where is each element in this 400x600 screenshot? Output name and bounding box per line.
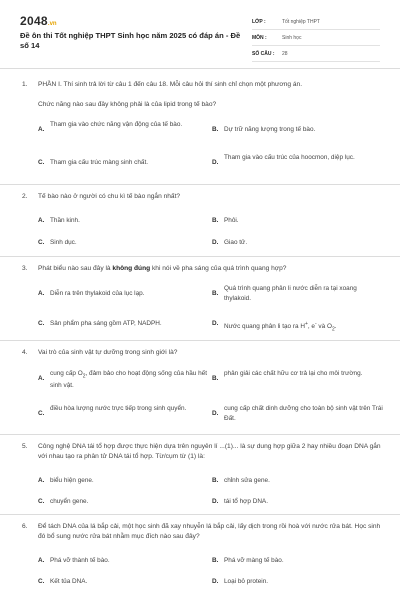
question-text xyxy=(22,442,382,462)
option-letter: D. xyxy=(212,578,219,585)
option-b[interactable] xyxy=(212,216,382,226)
option-text: tái tổ hợp DNA. xyxy=(224,498,268,505)
meta-label: SỐ CÂU : xyxy=(252,50,275,57)
superscript-plus: + xyxy=(304,321,308,327)
option-letter: C. xyxy=(38,159,45,166)
option-letter: C. xyxy=(38,320,45,327)
question-number: 2. xyxy=(22,193,28,200)
question-text xyxy=(22,522,382,542)
option-b[interactable] xyxy=(212,369,382,389)
option-text: Tham gia vào cấu trúc của hoocmon, diệp lục. xyxy=(224,154,355,161)
stem-text: Phát biểu nào sau đây là xyxy=(38,265,113,272)
meta-row-subject xyxy=(252,30,380,46)
meta-value: 28 xyxy=(282,50,288,57)
option-text-part: cung cấp O xyxy=(50,370,83,377)
logo-domain: .vn xyxy=(47,21,57,27)
option-d[interactable] xyxy=(212,497,382,507)
option-letter: A. xyxy=(38,557,45,564)
question-text xyxy=(22,264,382,274)
option-c[interactable] xyxy=(38,404,208,424)
option-text: Loại bỏ protein. xyxy=(224,578,269,585)
question-number: 1. xyxy=(22,81,28,88)
question-text xyxy=(22,80,382,90)
option-letter: B. xyxy=(212,557,219,564)
option-letter: C. xyxy=(38,578,45,585)
option-c[interactable] xyxy=(38,497,208,507)
option-c[interactable] xyxy=(38,238,208,248)
option-text: Phôi. xyxy=(224,217,239,224)
question-stem: Công nghệ DNA tái tổ hợp được thực hiện dựa trên nguyên lí ...(1)... là sự dung hợp giữa 2 hay nhiều đoạn DNA gắn với nhau tạo ra phân tử DNA tái tổ hợp. Từ/cụm từ (1) là: xyxy=(38,443,381,460)
header-divider xyxy=(0,68,400,69)
meta-label: LỚP : xyxy=(252,18,266,25)
option-text: Tham gia vào chức năng vận động của tế bào. xyxy=(50,121,183,128)
option-d[interactable] xyxy=(212,153,382,173)
question-number: 6. xyxy=(22,523,28,530)
option-text: chuyển gene. xyxy=(50,498,89,505)
option-letter: A. xyxy=(38,290,45,297)
logo-text: 2048 xyxy=(20,14,48,28)
option-text: Quá trình quang phân li nước diễn ra tại xoang thylakoid. xyxy=(224,285,357,302)
meta-label: MÔN : xyxy=(252,34,267,41)
option-a[interactable] xyxy=(38,369,208,389)
option-text: cung cấp chất dinh dưỡng cho toàn bộ sinh vật trên Trái Đất. xyxy=(224,405,383,422)
option-letter: D. xyxy=(212,498,219,505)
question-stem: Vai trò của sinh vật tự dưỡng trong sinh giới là? xyxy=(38,349,178,356)
question-divider xyxy=(0,514,400,515)
option-letter: D. xyxy=(212,320,219,327)
option-text: chỉnh sửa gene. xyxy=(224,477,270,484)
question-stem xyxy=(38,264,382,274)
option-text: điều hòa lượng nước trực tiếp trong sinh quyển. xyxy=(50,405,187,412)
header xyxy=(0,0,400,62)
option-letter: A. xyxy=(38,126,45,133)
option-a[interactable] xyxy=(38,476,208,486)
option-text-part: . xyxy=(334,323,337,331)
superscript-minus: - xyxy=(314,321,317,327)
question-stem: Tế bào nào ở người có chu kì tế bào ngắn nhất? xyxy=(38,193,181,200)
option-letter: D. xyxy=(212,159,219,166)
meta-row-class xyxy=(252,14,380,30)
option-text-part: và O xyxy=(316,323,332,331)
question-stem: Chức năng nào sau đây không phải là của lipid trong tế bào? xyxy=(38,101,217,108)
option-c[interactable] xyxy=(38,319,208,329)
question-divider xyxy=(0,434,400,435)
option-b[interactable] xyxy=(212,120,382,140)
option-d[interactable] xyxy=(212,404,382,424)
option-d[interactable] xyxy=(212,319,382,333)
option-b[interactable] xyxy=(212,556,382,566)
meta-table xyxy=(252,14,380,62)
option-letter: B. xyxy=(212,477,219,484)
option-text: Kết tủa DNA. xyxy=(50,578,88,585)
subscript-2: 2 xyxy=(331,326,335,333)
option-a[interactable] xyxy=(38,120,208,140)
page-title: Đề ôn thi Tốt nghiệp THPT Sinh học năm 2025 có đáp án - Đề số 14 xyxy=(20,31,241,50)
option-text: Phá vỡ màng tế bào. xyxy=(224,557,284,564)
subscript-2: 2 xyxy=(82,373,86,380)
option-b[interactable] xyxy=(212,284,382,304)
option-text-part: Nước quang phân li tạo ra H xyxy=(224,323,305,331)
site-logo[interactable] xyxy=(20,14,57,28)
option-text: Dự trữ năng lượng trong tế bào. xyxy=(224,126,316,133)
option-text xyxy=(224,319,384,334)
option-c[interactable] xyxy=(38,153,208,173)
option-d[interactable] xyxy=(212,577,382,587)
option-letter: A. xyxy=(38,477,45,484)
option-letter: B. xyxy=(212,375,219,382)
option-text: Diễn ra trên thylakoid của lục lạp. xyxy=(50,290,145,297)
option-letter: D. xyxy=(212,410,219,417)
option-c[interactable] xyxy=(38,577,208,587)
meta-row-count xyxy=(252,46,380,62)
option-text: Tham gia cấu trúc màng sinh chất. xyxy=(50,159,149,166)
option-text: Thần kinh. xyxy=(50,217,80,224)
question-divider xyxy=(0,184,400,185)
option-letter: B. xyxy=(212,126,219,133)
option-letter: D. xyxy=(212,239,219,246)
question-divider xyxy=(0,256,400,257)
option-text-part: , đảm bảo cho hoạt động sống của hầu hết sinh vật. xyxy=(50,370,207,390)
option-text-part: , e xyxy=(307,323,315,331)
option-letter: A. xyxy=(38,217,45,224)
option-text xyxy=(50,369,210,391)
stem-emphasis: không đúng xyxy=(112,265,151,272)
option-letter: C. xyxy=(38,239,45,246)
option-letter: C. xyxy=(38,498,45,505)
stem-text: khi nói về pha sáng của quá trình quang hợp? xyxy=(150,265,287,272)
option-text: Giao tử. xyxy=(224,239,248,246)
option-d[interactable] xyxy=(212,238,382,248)
question-divider xyxy=(0,340,400,341)
option-letter: B. xyxy=(212,290,219,297)
option-a[interactable] xyxy=(38,284,208,304)
option-text: Phá vỡ thành tế bào. xyxy=(50,557,110,564)
meta-value: Sinh học xyxy=(282,34,302,41)
option-a[interactable] xyxy=(38,216,208,226)
meta-value: Tốt nghiệp THPT xyxy=(282,18,320,25)
question-stem: Để tách DNA của lá bắp cải, một học sinh đã xay nhuyễn lá bắp cải, lấy dịch trong rồi hoà với nước rửa bát. Học sinh đó bổ sung nước rửa bát nhằm mục đích nào sau đây? xyxy=(38,523,381,540)
option-b[interactable] xyxy=(212,476,382,486)
option-letter: A. xyxy=(38,375,45,382)
question-number: 4. xyxy=(22,349,28,356)
option-letter: C. xyxy=(38,410,45,417)
option-a[interactable] xyxy=(38,556,208,566)
question-number: 3. xyxy=(22,265,28,272)
option-letter: B. xyxy=(212,217,219,224)
option-text: Sinh dục. xyxy=(50,239,77,246)
question-number: 5. xyxy=(22,443,28,450)
question-text xyxy=(22,192,382,202)
option-text: Sản phẩm pha sáng gồm ATP, NADPH. xyxy=(50,320,162,327)
option-text: phân giải các chất hữu cơ trả lại cho môi trường. xyxy=(224,370,363,377)
question-instruction: PHẦN I. Thí sinh trả lời từ câu 1 đến câu 18. Mỗi câu hỏi thí sinh chỉ chọn một phương án. xyxy=(38,81,303,88)
option-text: biểu hiện gene. xyxy=(50,477,94,484)
question-text xyxy=(22,348,382,358)
